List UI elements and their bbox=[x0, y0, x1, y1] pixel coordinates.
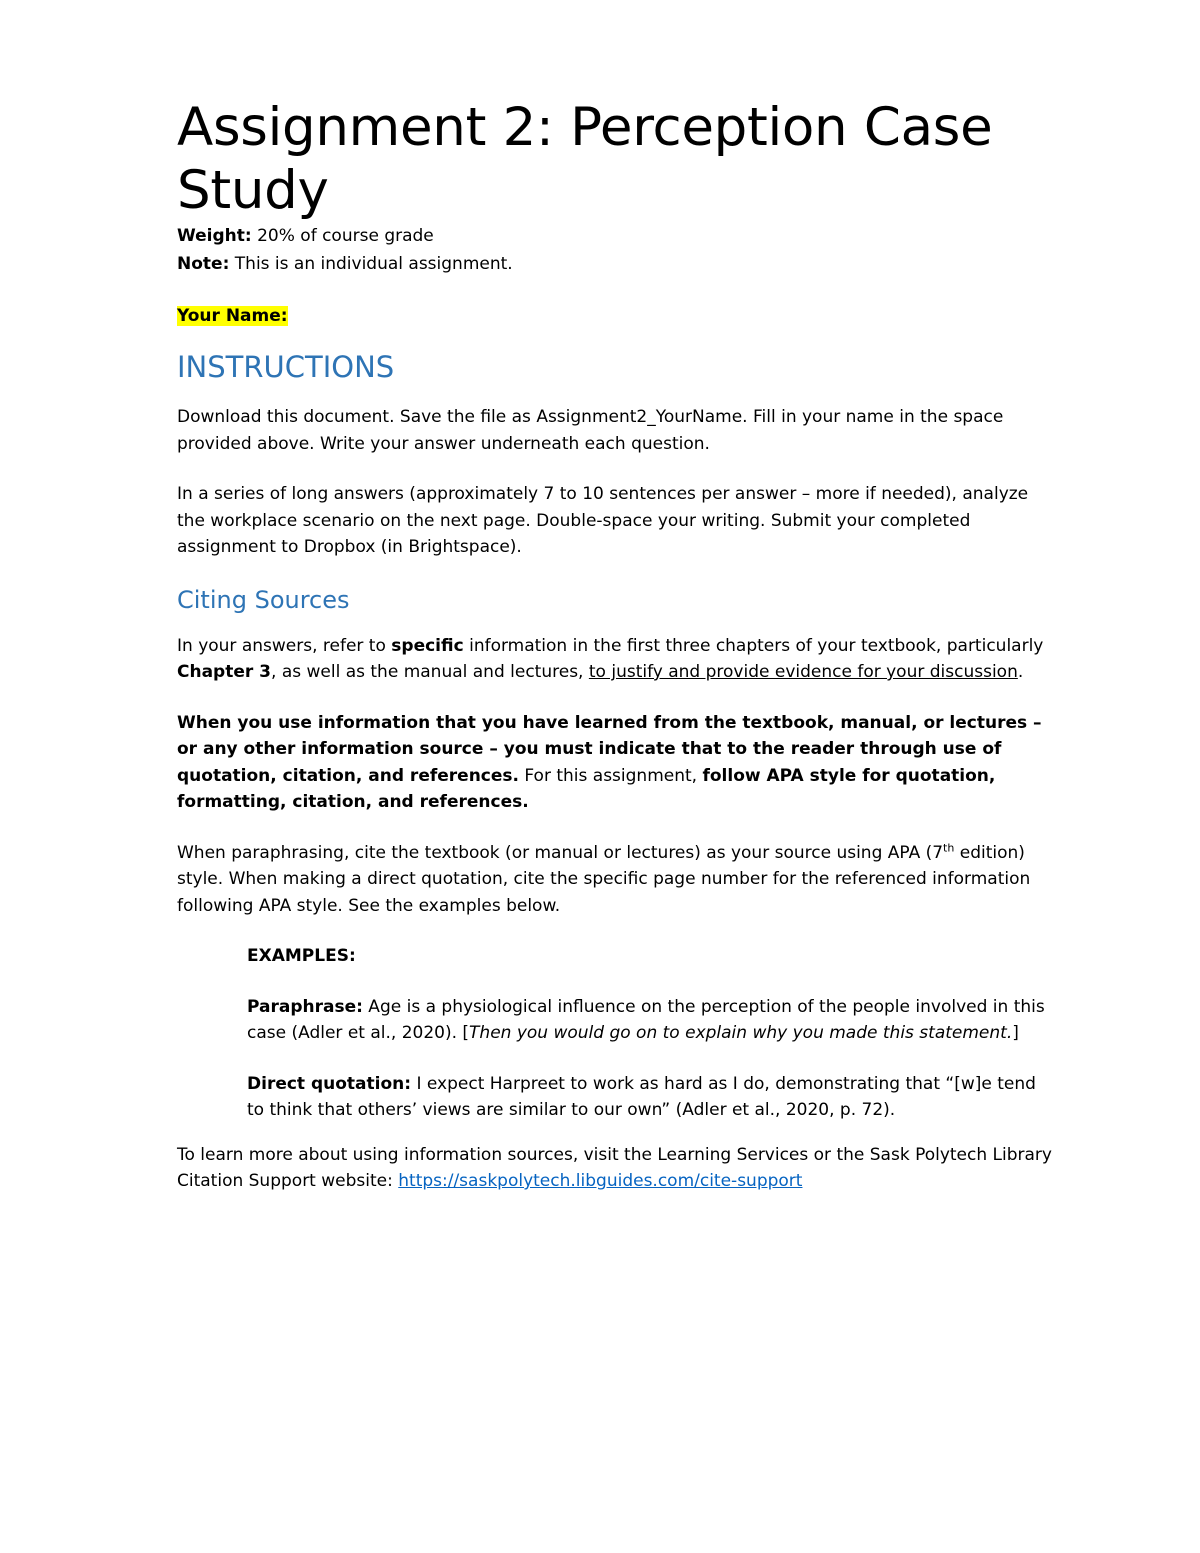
instructions-heading: INSTRUCTIONS bbox=[177, 350, 395, 384]
paraphrase-italic: Then you would go on to explain why you made this statement. bbox=[469, 1023, 1013, 1043]
examples-block bbox=[247, 943, 1057, 1124]
note-value: This is an individual assignment. bbox=[229, 254, 513, 274]
paraphrase-label: Paraphrase: bbox=[247, 996, 363, 1017]
note-line bbox=[177, 250, 1057, 278]
paraphrase-end: ] bbox=[1012, 1023, 1019, 1043]
citing-p1-period: . bbox=[1017, 662, 1024, 682]
paraphrase-example bbox=[247, 994, 1057, 1047]
weight-line bbox=[177, 222, 1057, 250]
citing-p1-chapter: Chapter 3 bbox=[177, 662, 272, 682]
citing-paragraph-3 bbox=[177, 840, 1057, 920]
your-name-label: Your Name: bbox=[177, 306, 288, 326]
instructions-paragraph-1: Download this document. Save the file as Assignment2_YourName. Fill in your name in the space provided above. Write your answer underneath each question. bbox=[177, 407, 1004, 454]
citing-p2-bold: When you use information that you have learned from the textbook, manual, or lectures – or any other information source – you must indicate that to the reader through use of quotation, citation, and references. bbox=[177, 712, 1042, 786]
footer-text: To learn more about using information sources, visit the Learning Services or the Sask Polytech Library Citation Support website: bbox=[177, 1144, 1052, 1191]
citing-p3-superscript: th bbox=[943, 840, 955, 854]
note-label: Note: bbox=[177, 254, 230, 274]
citing-p1-specific: specific bbox=[391, 635, 464, 656]
footer-paragraph bbox=[177, 1142, 1057, 1195]
direct-quotation-example bbox=[247, 1071, 1057, 1124]
citing-p1-text-a: In your answers, refer to bbox=[177, 635, 392, 656]
weight-value: 20% of course grade bbox=[251, 226, 434, 246]
citing-paragraph-2 bbox=[177, 710, 1057, 816]
paraphrase-text: Age is a physiological influence on the perception of the people involved in this case (Adler et al., 2020). [ bbox=[247, 996, 1045, 1043]
citing-p3-text-a: When paraphrasing, cite the textbook (or manual or lectures) as your source using APA (7 bbox=[177, 842, 944, 863]
direct-quotation-text: I expect Harpreet to work as hard as I do, demonstrating that “[w]e tend to think that others’ views are similar to our own” (Adler et al., 2020, p. 72). bbox=[247, 1073, 1036, 1120]
page-title: Assignment 2: Perception Case Study bbox=[177, 97, 993, 221]
instructions-paragraph-2: In a series of long answers (approximately 7 to 10 sentences per answer – more if needed), analyze the workplace scenario on the next page. Double-space your writing. Submit your completed assignment to Dropbox (in Brightspace). bbox=[177, 484, 1029, 557]
weight-label: Weight: bbox=[177, 226, 252, 246]
citing-p1-text-e: , as well as the manual and lectures, bbox=[271, 662, 589, 682]
citing-sources-heading: Citing Sources bbox=[177, 585, 350, 614]
citing-p1-underlined: to justify and provide evidence for your discussion bbox=[588, 662, 1018, 682]
cite-support-link[interactable]: https://saskpolytech.libguides.com/cite-support bbox=[398, 1171, 803, 1191]
citing-p1-text-c: information in the first three chapters of your textbook, particularly bbox=[463, 635, 1044, 656]
citing-paragraph-1 bbox=[177, 633, 1057, 686]
document-page bbox=[177, 96, 1057, 1195]
citing-p3-text-b: edition) style. When making a direct quotation, cite the specific page number for the referenced information following APA style. See the examples below. bbox=[177, 842, 1031, 916]
citing-p2-text: For this assignment, bbox=[518, 765, 703, 786]
your-name-line bbox=[177, 302, 1057, 330]
direct-quotation-label: Direct quotation: bbox=[247, 1073, 412, 1094]
examples-heading: EXAMPLES: bbox=[247, 946, 356, 966]
citing-p2-apa: follow APA style for quotation, formatting, citation, and references. bbox=[177, 765, 996, 812]
